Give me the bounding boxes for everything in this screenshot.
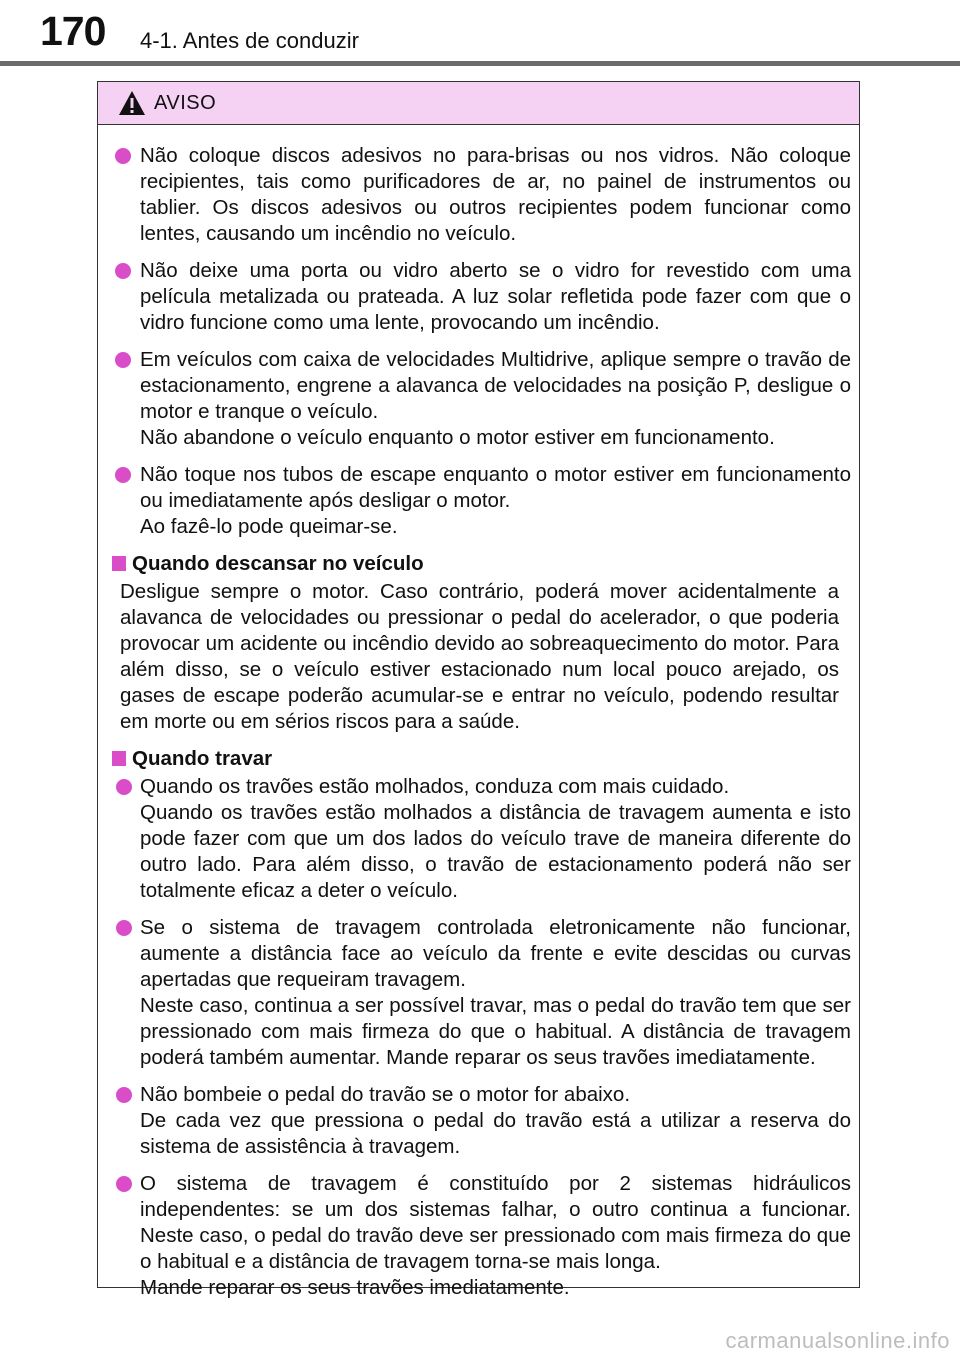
bullet-text: Mande reparar os seus travões imediatamente.: [140, 1276, 570, 1299]
bullet-text: Neste caso, continua a ser possível travar, mas o pedal do travão tem que ser pressionado com mais firmeza do que o habitual. A distância de travagem poderá também aumentar. Mande reparar os seus travões imediatamente.: [140, 994, 851, 1069]
section-title: 4-1. Antes de conduzir: [140, 28, 359, 53]
bullet-text: De cada vez que pressiona o pedal do travão está a utilizar a reserva do sistema de assistência à travagem.: [140, 1109, 851, 1158]
bullet-text: Não coloque discos adesivos no para-brisas ou nos vidros. Não coloque recipientes, tais como purificadores de ar, no painel de instrumentos ou tablier. Os discos adesivos ou outros recipientes podem funcionar como lentes, causando um incêndio no veículo.: [140, 144, 851, 245]
subsection-paragraph: Desligue sempre o motor. Caso contrário, poderá mover acidentalmente a alavanca de velocidades ou pressionar o pedal do acelerador, o que poderia provocar um acidente ou incêndio devido ao sobreaquecimento do motor. Para além disso, se o veículo estiver estacionado num local pouco arejado, os gases de escape poderão acumular-se e entrar no veículo, podendo resultar em morte ou em sérios riscos para a saúde.: [120, 580, 839, 733]
bullet-text: Não deixe uma porta ou vidro aberto se o vidro for revestido com uma película metalizada ou prateada. A luz solar refletida pode fazer com que o vidro funcione como uma lente, provocando um incêndio.: [140, 259, 851, 334]
square-bullet-icon: [112, 556, 126, 571]
bullet-dot-icon: [116, 920, 132, 936]
bullet-dot-icon: [115, 263, 131, 279]
subsection-body: [110, 774, 851, 1301]
subsection-heading: [110, 551, 851, 577]
warning-title: AVISO: [154, 91, 217, 114]
bullet-text: Não bombeie o pedal do travão se o motor for abaixo.: [140, 1083, 631, 1106]
watermark: carmanualsonline.info: [725, 1328, 950, 1353]
bullet-text: Se o sistema de travagem controlada eletronicamente não funcionar, aumente a distância face ao veículo da frente e evite descidas ou curvas apertadas que requeiram travagem.: [140, 916, 851, 991]
brake-bullet: [120, 1171, 851, 1301]
bullet-dot-icon: [115, 467, 131, 483]
bullet-text: Quando os travões estão molhados, conduza com mais cuidado.: [140, 775, 730, 798]
bullet-dot-icon: [116, 1087, 132, 1103]
header-divider: [0, 61, 960, 66]
warning-content: [98, 125, 859, 1312]
brake-bullet: [120, 915, 851, 1071]
bullet-text: Em veículos com caixa de velocidades Multidrive, aplique sempre o travão de estacionamento, engrene a alavanca de velocidades na posição P, desligue o motor e tranque o veículo.: [140, 348, 851, 423]
warning-bullet: [110, 347, 851, 451]
warning-header: [98, 82, 859, 125]
bullet-text: Não toque nos tubos de escape enquanto o motor estiver em funcionamento ou imediatamente após desligar o motor.: [140, 463, 851, 512]
subsection-heading-text: Quando descansar no veículo: [132, 552, 424, 575]
subsection-heading: [110, 746, 851, 772]
warning-bullet: [110, 258, 851, 336]
subsection-heading-text: Quando travar: [132, 747, 273, 770]
bullet-text: O sistema de travagem é constituído por 2 sistemas hidráulicos independentes: se um dos sistemas falhar, o outro continua a funcionar. Neste caso, o pedal do travão deve ser pressionado com mais firmeza do que o habitual e a distância de travagem torna-se mais longa.: [140, 1172, 851, 1273]
brake-bullet: [120, 1082, 851, 1160]
warning-bullet: [110, 462, 851, 540]
bullet-text: Não abandone o veículo enquanto o motor estiver em funcionamento.: [140, 426, 775, 449]
bullet-dot-icon: [115, 148, 131, 164]
bullet-text: Ao fazê-lo pode queimar-se.: [140, 515, 398, 538]
bullet-dot-icon: [116, 1176, 132, 1192]
page-number: 170: [40, 8, 106, 54]
warning-bullet: [110, 143, 851, 247]
warning-triangle-icon: [118, 90, 146, 116]
square-bullet-icon: [112, 751, 126, 766]
bullet-text: Quando os travões estão molhados a distância de travagem aumenta e isto pode fazer com que um dos lados do veículo trave de maneira diferente do outro lado. Para além disso, o travão de estacionamento poderá não ser totalmente eficaz a deter o veículo.: [140, 801, 851, 902]
warning-box: [97, 81, 860, 1299]
brake-bullet: [120, 774, 851, 904]
bullet-dot-icon: [116, 779, 132, 795]
bullet-dot-icon: [115, 352, 131, 368]
page-header: [0, 0, 960, 66]
